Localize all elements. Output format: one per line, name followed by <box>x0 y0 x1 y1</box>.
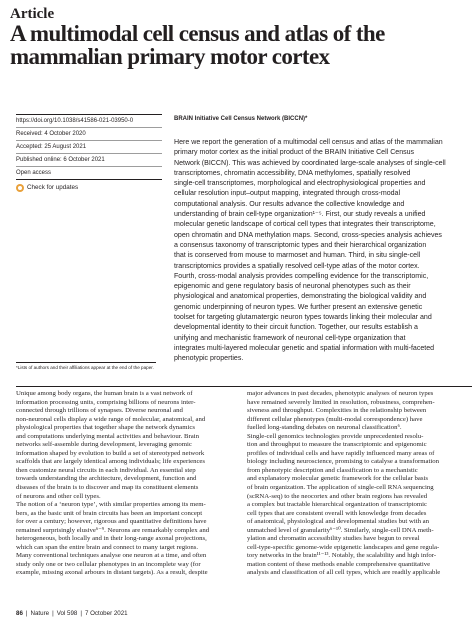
abstract-line: phenotypic properties. <box>174 355 244 363</box>
body-text-line: non-neuronal cells display a wide range of molecular, anatomical, and <box>16 415 206 423</box>
abstract-line: that is conserved from mouse to marmoset and human. Third, in situ single-cell <box>174 252 421 260</box>
body-text-line: information processing units, comprising billions of neurons inter- <box>16 398 196 406</box>
received-date: Received: 4 October 2020 <box>16 128 162 141</box>
body-text-line: of neurons and other cell types. <box>16 492 101 500</box>
abstract <box>174 138 466 365</box>
page-number: 86 <box>16 610 23 617</box>
journal-volume: Vol 598 <box>56 610 78 617</box>
body-text-line: different cellular phenotypes (multi-modal correspondence) have <box>247 415 423 423</box>
abstract-line: open chromatin and DNA methylation maps. Second, cross-species analysis achieves <box>174 231 442 239</box>
body-text-line: and computations underlying mental activities and behaviour. Brain <box>16 432 199 440</box>
accepted-date: Accepted: 25 August 2021 <box>16 141 162 154</box>
open-access-label: Open access <box>16 167 162 180</box>
body-text-line: diseases of the brain is to discover and map its constituent elements <box>16 484 199 492</box>
body-text-line: tion and throughput to measure the transcriptomic and epigenomic <box>247 441 427 449</box>
abstract-line: understanding of brain cell-type organization¹⁻⁵. First, our study reveals a unified <box>174 211 426 219</box>
section-divider <box>16 386 472 387</box>
body-text-line: cell types that are consistent overall with knowledge from decades <box>247 509 427 517</box>
body-text-line: fuelled long-standing debates on neuronal classification⁶. <box>247 424 402 432</box>
body-text-line: major advances in past decades, phenotypic analyses of neuron types <box>247 390 434 397</box>
body-text-line: tory networks in the brain¹¹⁻¹³. Notably, the scalability and high infor- <box>247 552 437 560</box>
body-text-line: heterogeneous, both locally and in their long-range axonal projections, <box>16 535 207 543</box>
body-column-right <box>247 390 472 578</box>
abstract-line: transcriptomes, chromatin accessibility, DNA methylomes, spatially resolved <box>174 169 411 177</box>
body-text-line: Single-cell genomics technologies provide unprecedented resolu- <box>247 432 424 440</box>
body-text-line: for over a century; however, rigorous and quantitative definitions have <box>16 518 207 526</box>
abstract-line: physiological and anatomical properties, demonstrating the biological validity and <box>174 293 427 301</box>
abstract-line: computational analysis. Our results advance the collective knowledge and <box>174 200 405 208</box>
body-text-line: have remained severely limited in resolution, robustness, comprehen- <box>247 398 435 406</box>
body-text-line: and explanatory molecular genetic framework for the cellular basis <box>247 475 429 483</box>
body-text-line: Many conventional techniques analyse one neuron at a time, and often <box>16 552 207 560</box>
doi-link[interactable]: https://doi.org/10.1038/s41586-021-03950-0 <box>16 114 162 128</box>
check-for-updates-icon <box>16 184 24 192</box>
abstract-line: transcriptomics provides a spatially resolved cell-type atlas of the motor cortex. <box>174 262 420 270</box>
body-text-line: of anatomical, physiological and developmental studies but with an <box>247 518 430 526</box>
body-text-line: towards understanding the architecture, development, function and <box>16 475 197 483</box>
body-column-left <box>16 390 241 578</box>
check-for-updates-label: Check for updates <box>27 184 79 191</box>
body-text-line: (scRNA-seq) to the neocortex and other brain regions has revealed <box>247 492 428 500</box>
body-text-line: cell-type-specific genome-wide epigenetic landscapes and gene regula- <box>247 543 440 551</box>
body-text-line: which can span the entire brain and connect to many target regions. <box>16 543 199 551</box>
body-text-line: of brain organization. The application of single-cell RNA sequencing <box>247 484 434 492</box>
abstract-line: developmental identity to their circuit function. Together, our results establish a <box>174 324 418 332</box>
published-date: Published online: 6 October 2021 <box>16 154 162 167</box>
abstract-line: unifying and mechanistic framework of neuronal cell-type organization that <box>174 334 406 342</box>
body-text-line: a complex but tractable hierarchical organization of transcriptomic <box>247 501 427 509</box>
abstract-line: epigenomic and gene regulatory basis of neuronal phenotypes such as their <box>174 283 411 291</box>
abstract-line: single-cell transcriptomes, morphological and electrophysiological properties and <box>174 180 426 188</box>
check-for-updates-button[interactable] <box>16 180 162 192</box>
body-text-line: physiological properties that together shape the network dynamics <box>16 424 196 432</box>
body-text-line: from phenotypic description and classification to a mechanistic <box>247 466 418 474</box>
abstract-line: cellular resolution input–output mapping, integrated through cross-modal <box>174 190 401 198</box>
body-text-line: ylation and chromatin accessibility studies have begun to reveal <box>247 535 420 543</box>
abstract-line: genomic underpinning of neuron types. We further present an extensive genetic <box>174 303 423 311</box>
body-text-line: siveness and throughput. Complexities in the relationship between <box>247 407 427 415</box>
body-text-line: remained surprisingly elusive⁶⁻⁹. Neurons are remarkably complex and <box>16 526 210 534</box>
body-text-line: Unique among body organs, the human brain is a vast network of <box>16 390 193 397</box>
abstract-line: Fourth, cross-modal analysis provides compelling evidence for the transcriptomic, <box>174 272 429 280</box>
journal-name: Nature <box>30 610 50 617</box>
abstract-line: primary motor cortex as the initial product of the BRAIN Initiative Cell Census <box>174 149 415 157</box>
article-title <box>10 22 470 68</box>
body-text-line: The notion of a ‘neuron type’, with similar properties among its mem- <box>16 501 206 509</box>
body-text-line: then customize neural circuits in each individual. An essential step <box>16 466 196 474</box>
body-text-line: unmatched level of granularity⁶⁻¹⁰. Similarly, single-cell DNA meth- <box>247 526 434 534</box>
title-line: mammalian primary motor cortex <box>10 44 330 69</box>
abstract-line: Here we report the generation of a multimodal cell census and atlas of the mammalian <box>174 139 443 146</box>
body-text-line: biology including neuroscience, promising to catalyse a transformation <box>247 458 439 466</box>
body-text-line: example, missing axonal arbours in distant targets). As a result, despite <box>16 569 208 577</box>
abstract-line: a consensus taxonomy of transcriptomic types and their hierarchical organization <box>174 241 427 249</box>
page-footer: 86 | Nature | Vol 598 | 7 October 2021 <box>16 610 128 617</box>
abstract-line: molecular genetic landscape of cortical cell types that integrates their transcriptome, <box>174 221 436 229</box>
body-text-line: analysis and classification of all cell types, which are readily applicable <box>247 569 441 577</box>
body-text-line: bers, as the basic unit of brain circuits has been an important concept <box>16 509 203 517</box>
body-text-line: profiles of individual cells and have rapidly influenced many areas of <box>247 449 435 457</box>
body-text-line: study only one or two cellular phenotypes in an incomplete way (for <box>16 560 201 568</box>
issue-date: 7 October 2021 <box>84 610 128 617</box>
article-metadata <box>16 114 162 192</box>
article-kicker: Article <box>10 6 55 22</box>
body-text-line: networks self-assemble during development, leveraging genomic <box>16 441 192 449</box>
author-line: BRAIN Initiative Cell Census Network (BICCN)* <box>174 116 308 122</box>
abstract-line: toolset for targeting glutamatergic neuron types towards linking their molecular and <box>174 314 432 322</box>
body-text-line: mation content of these methods enable comprehensive quantitative <box>247 560 431 568</box>
body-text-line: information shaped by evolution to build a set of stereotyped network <box>16 449 205 457</box>
abstract-line: integrates multi-layered molecular genetic and spatial information with multi-faceted <box>174 344 435 352</box>
body-text-line: scaffolds that are largely identical among individuals; life experiences <box>16 458 206 466</box>
footnote: *Lists of authors and their affiliations appear at the end of the paper. <box>16 362 156 371</box>
body-text-line: connected through trillions of synapses. Diverse neuronal and <box>16 407 183 415</box>
title-line: A multimodal cell census and atlas of the <box>10 21 385 46</box>
abstract-line: Network (BICCN). This was achieved by coordinated large-scale analyses of single-cell <box>174 159 446 167</box>
